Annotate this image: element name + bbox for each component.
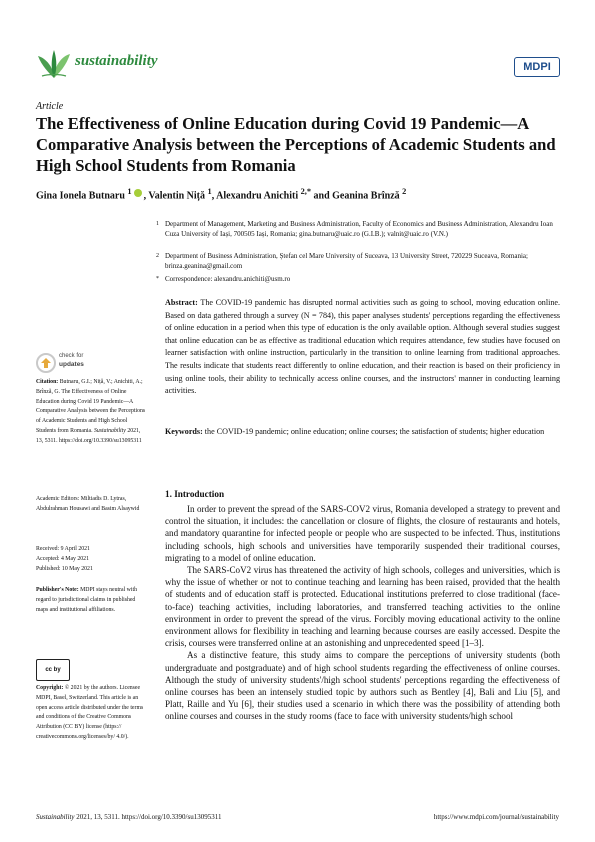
- author-separator: ,: [211, 190, 217, 202]
- affiliation-text: Department of Business Administration, Ștefan cel Mare University of Suceava, 13 University Street, 720229 Suceava, Romania; brinza.geanina@gmail.com: [165, 252, 528, 270]
- check-for-updates-button[interactable]: [36, 352, 148, 376]
- footer-url[interactable]: https://www.mdpi.com/journal/sustainability: [433, 813, 559, 821]
- publisher-logo: MDPI: [514, 57, 560, 77]
- copyright-text: © 2021 by the authors. Licensee MDPI, Basel, Switzerland. This article is an open access article distributed under the terms and conditions of the Creative Commons Attribution (CC BY) license (https:// creativecommons.org/licenses/by/ 4.0/).: [36, 685, 144, 740]
- keywords: [165, 426, 560, 439]
- author-list: [36, 187, 566, 201]
- publisher-note-label: Publisher's Note:: [36, 587, 79, 593]
- updates-label: updates: [59, 361, 84, 368]
- paragraph: As a distinctive feature, this study aims to compare the perceptions of university students (both undergraduate and postgraduate) and of high school students regarding the effectiveness of online courses. Although the study of university students'/high school students' perceptions regarding the effectiveness of online courses has been an intensely studied topic by authors such as Bentley [4], Bali and Liu [5], and Platt, Raille and Yu [6], their studies used a scenario in which there was the possibility of attending both online courses and courses in the study rooms (face to face with university students/high school: [165, 650, 560, 722]
- author-affiliation-mark: 1: [207, 187, 212, 196]
- abstract-label: Abstract:: [165, 298, 198, 307]
- abstract-text: The COVID-19 pandemic has disrupted normal activities such as going to school, moving education online. Based on data gathered through a survey (N = 784), this paper analyses students' perceptions regarding the effectiveness of online education in a period when this type of education is the only available option. Although several studies suggest that online education can be as effective as traditional education which requires attendance, few studies have focused on learner satisfaction with online instruction, particularly in the transition to online learning from traditional approaches. The results indicate that students react differently to online education, and their reaction is based on their proficiency in using online tools, their ability to technically access online courses, and the instructors' manner in conducting learning activities.: [165, 298, 560, 396]
- journal-name: sustainability: [75, 53, 158, 69]
- author-affiliation-mark: 1: [127, 187, 132, 196]
- paper-title: The Effectiveness of Online Education during Covid 19 Pandemic—A Comparative Analysis between the Perceptions of Academic Students and High School Students from Romania: [36, 114, 556, 175]
- citation-block: [36, 378, 148, 447]
- author-name: Geanina Brînză: [332, 190, 400, 202]
- author-separator: ,: [143, 190, 149, 202]
- publisher-note-text: MDPI stays neutral with regard to jurisdictional claims in published maps and institutional affiliations.: [36, 587, 137, 613]
- publisher-note: [36, 586, 148, 615]
- footer-doi: 2021, 13, 5311. https://doi.org/10.3390/su13095311: [74, 813, 222, 821]
- keywords-text: the COVID-19 pandemic; online education; online courses; the satisfaction of students; higher education: [204, 427, 545, 436]
- published-date: Published: 10 May 2021: [36, 565, 93, 572]
- received-date: Received: 9 April 2021: [36, 546, 90, 552]
- orcid-icon[interactable]: [134, 189, 142, 197]
- footer-journal: Sustainability: [36, 813, 75, 821]
- paragraph: In order to prevent the spread of the SARS-COV2 virus, Romania developed a strategy to prevent and control the situation, it includes: the cancellation or closure of flights, the closure of restaurants and hotels, and mandatory quarantine for infected people or people who are suspected to be infected. Thus, institutions including schools, high schools and universities have temporarily suspended their traditional courses, migrating to a model of online education.: [165, 504, 560, 563]
- author-name: Alexandru Anichiti: [216, 190, 299, 202]
- citation-journal: Sustainability: [93, 427, 126, 434]
- section-heading: 1. Introduction: [165, 489, 225, 499]
- copyright-block: [36, 684, 148, 743]
- author-name: Valentin Niță: [148, 190, 206, 202]
- check-for-label: check for: [59, 353, 84, 359]
- dates-block: [36, 545, 148, 574]
- citation-tail: 2021, 13, 5311. https://doi.org/10.3390/su13095311: [36, 427, 142, 444]
- affiliation-number: 2: [156, 253, 159, 259]
- academic-editors: Academic Editors: Miltiadis D. Lytras, Abdulrahman Housawi and Basim Alsaywid: [36, 496, 140, 512]
- keywords-label: Keywords:: [165, 427, 203, 436]
- affiliation-1: [156, 220, 560, 239]
- paragraph: The SARS-CoV2 virus has threatened the activity of high schools, colleges and universities, which is why the issue of whether or not to continue teaching and learning has been raised, provided that the health of students and of education staff is protected. Educational institutions preferred to close traditional (face-to-face) teaching activities, including laboratories, and transferred teaching activities to the online environment in order to prevent the spread of the virus. Forcibly moving educational activity to the online environment allows for flexibility in teaching and learning because courses are easily accessed. Despite the crisis, courses were transferred online at an astonishing and unprecedented speed [1–3].: [165, 565, 560, 649]
- check-updates-icon: [36, 352, 56, 374]
- author-separator: and: [311, 190, 333, 202]
- author-name: Gina Ionela Butnaru: [36, 190, 125, 202]
- footer-citation: [36, 813, 221, 821]
- correspondence: [156, 275, 560, 285]
- cc-by-badge[interactable]: cc by: [36, 659, 70, 681]
- author-affiliation-mark: 2,*: [300, 187, 312, 196]
- author-affiliation-mark: 2: [402, 187, 407, 196]
- affiliation-text: Department of Management, Marketing and Business Administration, Faculty of Economics and Business Administration, Alexandru Ioan Cuza University of Iași, 700505 Iași, Romania; gina.butnaru@uaic.ro (G.I.B.); valnit@uaic.ro (V.N.): [165, 220, 553, 238]
- article-type: Article: [36, 101, 64, 112]
- affiliation-number: 1: [156, 221, 159, 227]
- introduction-body: [165, 503, 560, 723]
- copyright-label: Copyright:: [36, 685, 64, 691]
- abstract: [165, 297, 560, 398]
- citation-label: Citation:: [36, 379, 59, 385]
- affiliation-number: *: [156, 276, 159, 282]
- affiliation-2: [156, 252, 560, 271]
- affiliation-text: Correspondence: alexandru.anichiti@usm.ro: [165, 275, 291, 283]
- journal-logo: [36, 48, 72, 82]
- accepted-date: Accepted: 4 May 2021: [36, 555, 89, 562]
- citation-text: Butnaru, G.I.; Niță, V.; Anichiti, A.; Brînză, G. The Effectiveness of Online Education during Covid 19 Pandemic—A Comparative Analysis between the Perceptions of Academic Students and High School Students from Romania.: [36, 379, 146, 434]
